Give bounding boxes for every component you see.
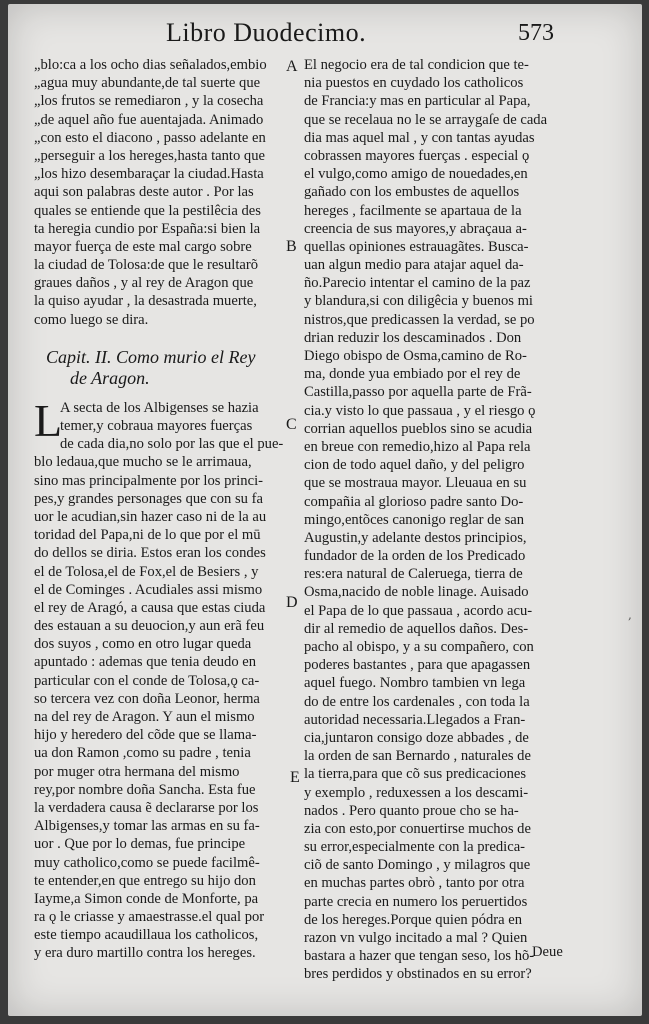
- text-line: El negocio era de tal condicion que te-: [304, 57, 529, 73]
- chapter-heading: [46, 347, 286, 389]
- text-line: nados . Pero quanto proue cho se ha-: [304, 802, 519, 819]
- text-line: uor le acudian,sin hazer caso ni de la au: [34, 508, 267, 525]
- catchword: Deue: [532, 944, 563, 960]
- left-column: [34, 56, 292, 963]
- text-line: la orden de san Bernardo , naturales de: [304, 748, 531, 765]
- text-line: „blo:ca a los ocho dias señalados,embio: [34, 57, 267, 73]
- text-line: Augustin,y adelante destos principios,: [304, 529, 527, 546]
- text-line: te entender,en que entrego su hijo don: [34, 872, 256, 889]
- text-line: bastara a hazer que tengan seso, los hõ-: [304, 948, 535, 965]
- text-line: de los hereges.Porque quien pódra en: [304, 911, 523, 928]
- chapter-heading-line1: Capit. II. Como murio el Rey: [46, 346, 256, 367]
- text-line: como luego se dira.: [34, 311, 149, 328]
- text-line: aqui son palabras deste autor . Por las: [34, 184, 254, 201]
- text-line: gañado con los embustes de aquellos: [304, 184, 520, 201]
- text-line: su error,especialmente con la predica-: [304, 839, 526, 856]
- text-line: Osma,nacido de noble linage. Auisado: [304, 584, 529, 601]
- text-line: hijo y heredero del cõde que se llama-: [34, 727, 257, 744]
- text-line: el de Tolosa,el de Fox,el de Besiers , y: [34, 563, 259, 580]
- text-line: este tiempo acaudillaua los catholicos,: [34, 927, 259, 944]
- text-line: graues daños , y al rey de Aragon que: [34, 275, 254, 292]
- text-line: creencia de sus mayores,y abraçaua a-: [304, 220, 527, 237]
- text-line: „de aquel año fue auentajada. Animado: [34, 111, 264, 128]
- text-line: „los frutos se remediaron , y la cosecha: [34, 93, 264, 110]
- text-line: por muger otra hermana del mismo: [34, 763, 240, 780]
- text-line: so tercera vez con doña Leonor, herma: [34, 690, 260, 707]
- text-line: zia con esto,por conuertirse muchos de: [304, 820, 531, 837]
- text-line: sino mas principalmente por los princi-: [34, 472, 263, 489]
- text-line: uan algun medio para atajar aquel da-: [304, 257, 524, 274]
- text-line: la tierra,para que cõ sus predicaciones: [304, 766, 527, 783]
- margin-letter-c: C: [286, 416, 297, 433]
- margin-letter-b: B: [286, 238, 297, 255]
- chapter-heading-line2: de Aragon.: [70, 367, 150, 388]
- text-line: do de entre los cardenales , con toda la: [304, 693, 530, 710]
- text-line: Iayme,a Simon conde de Monforte, pa: [34, 890, 259, 907]
- text-line: ua don Ramon ,como su padre , tenia: [34, 745, 251, 762]
- page-number: 573: [518, 20, 554, 46]
- text-line: nistros,que predicassen la verdad, se po: [304, 311, 535, 328]
- text-line: dos suyos , como en otro lugar queda: [34, 636, 252, 653]
- text-line: do dellos se diria. Estos eran los condes: [34, 545, 266, 562]
- text-line: dir al remedio de aquellos daños. Des-: [304, 620, 529, 637]
- text-line: ta heregia cundio por España:si bien la: [34, 220, 261, 237]
- text-line: nia puestos en cuydado los catholicos: [304, 75, 524, 92]
- text-line: quales se entiende que la pestilêcia des: [34, 202, 261, 219]
- text-line: aquel fuego. Nombro tambien vn lega: [304, 675, 526, 692]
- text-line: Albigenses,y tomar las armas en su fa-: [34, 818, 260, 835]
- text-line: y exemplo , reduxessen a los descami-: [304, 784, 529, 801]
- text-line: bres perdidos y obstinados en su error?: [304, 966, 532, 983]
- text-line: rey,por nombre doña Sancha. Esta fue: [34, 781, 256, 798]
- text-line: quellas opiniones estrauagãtes. Busca-: [304, 238, 529, 255]
- text-line: que se recelaua no le se arraygaſe de cada: [304, 111, 548, 128]
- text-line: la quiso ayudar , la desastrada muerte,: [34, 293, 257, 310]
- book-page: [8, 4, 642, 1016]
- text-line: ra ǫ le criasse y amaestrasse.el qual por: [34, 909, 265, 926]
- text-line: el de Cominges . Acudiales assi mismo: [34, 581, 263, 598]
- text-line: particular con el conde de Tolosa,ǫ ca-: [34, 672, 260, 689]
- text-line: el Papa de lo que passaua , acordo acu-: [304, 602, 533, 619]
- text-line: la ciudad de Tolosa:de que le resultarõ: [34, 257, 259, 274]
- text-line: el rey de Aragó, a causa que estas ciuda: [34, 599, 266, 616]
- text-line: apuntado : ademas que tenia deudo en: [34, 654, 257, 671]
- text-line: y blandura,si con diligêcia y buenos mi: [304, 293, 533, 310]
- text-line: „con esto el diacono , passo adelante en: [34, 129, 266, 146]
- text-line: de cada dia,no solo por las que el pue-: [60, 436, 284, 453]
- text-line: muy catholico,como se puede facilmê-: [34, 854, 260, 871]
- text-line: A secta de los Albigenses se hazia: [60, 399, 259, 416]
- text-line: fundador de la orden de los Predicado: [304, 548, 526, 565]
- text-line: poderes bastantes , para que apagassen: [304, 657, 531, 674]
- text-line: ño.Parecio intentar el camino de la paz: [304, 275, 531, 292]
- text-line: Castilla,passo por aquella parte de Frã-: [304, 384, 532, 401]
- text-line: dia mas aquel mal , y con tantas ayudas: [304, 129, 535, 146]
- text-line: „agua muy abundante,de tal suerte que: [34, 75, 261, 92]
- text-line: mayor fuerça de este mal cargo sobre: [34, 238, 252, 255]
- text-line: compañia al glorioso padre santo Do-: [304, 493, 524, 510]
- text-line: que se mostraua mayor. Lleuaua en su: [304, 475, 527, 492]
- text-line: temer,y cobraua mayores fuerças: [60, 418, 253, 434]
- text-line: res:era natural de Caleruega, tierra de: [304, 566, 523, 583]
- text-line: corrian aquellos pueblos sino se acudia: [304, 420, 533, 437]
- text-line: drian reduzir los descaminados . Don: [304, 329, 522, 346]
- text-line: cia.y visto lo que passaua , y el riesgo ǫ: [304, 402, 536, 419]
- text-line: de Francia:y mas en particular al Papa,: [304, 93, 531, 110]
- text-line: cia,juntaron consigo doze abbades , de: [304, 729, 529, 746]
- drop-cap: L: [34, 394, 63, 446]
- text-line: toridad del Papa,ni de lo que por el mū: [34, 527, 261, 544]
- text-line: ciõ de santo Domingo , y milagros que: [304, 857, 531, 874]
- text-line: mingo,entõces canonigo reglar de san: [304, 511, 525, 528]
- text-line: des estauan a su deuocion,y aun erã feu: [34, 618, 265, 635]
- left-intro-text: [34, 56, 292, 329]
- chapter-body-text: [34, 394, 292, 963]
- text-line: pes,y grandes personages que con su fa: [34, 490, 263, 507]
- text-line: cion de todo aquel daño, y del peligro: [304, 457, 525, 474]
- text-line: autoridad necessaria.Llegados a Fran-: [304, 711, 526, 728]
- text-line: el vulgo,como amigo de nouedades,en: [304, 166, 528, 183]
- text-line: „perseguir a los hereges,hasta tanto que: [34, 147, 265, 164]
- text-line: la verdadera causa ẽ declararse por los: [34, 799, 259, 816]
- text-line: y era duro martillo contra los hereges.: [34, 945, 256, 962]
- margin-letter-d: D: [286, 594, 298, 611]
- text-line: pacho al obispo, y a su compañero, con: [304, 639, 534, 655]
- text-line: razon vn vulgo incitado a mal ? Quien: [304, 930, 528, 946]
- text-line: cobrassen mayores fuerças . especial ǫ: [304, 147, 530, 164]
- text-line: uor . Que por lo demas, fue principe: [34, 836, 246, 853]
- text-line: Diego obispo de Osma,camino de Ro-: [304, 348, 527, 364]
- page-header: [8, 18, 642, 52]
- running-title: Libro Duodecimo.: [166, 18, 367, 47]
- text-line: en muchas partes obrò , tanto por otra: [304, 875, 525, 892]
- text-line: na del rey de Aragon. Y aun el mismo: [34, 709, 255, 725]
- text-line: blo ledaua,que mucho se le arrimaua,: [34, 454, 252, 471]
- text-line: parte crecia en numero los peruertidos: [304, 893, 528, 910]
- stray-mark: ,: [628, 608, 632, 622]
- margin-letter-a: A: [286, 58, 298, 75]
- margin-letter-e: E: [290, 769, 300, 786]
- text-line: ma, donde yua embiado por el rey de: [304, 366, 521, 383]
- text-line: en breue con remedio,hizo al Papa rela: [304, 438, 531, 455]
- text-line: „los hizo desembaraçar la ciudad.Hasta: [34, 166, 264, 183]
- right-column: [304, 56, 604, 984]
- text-line: hereges , facilmente se apartaua de la: [304, 202, 522, 219]
